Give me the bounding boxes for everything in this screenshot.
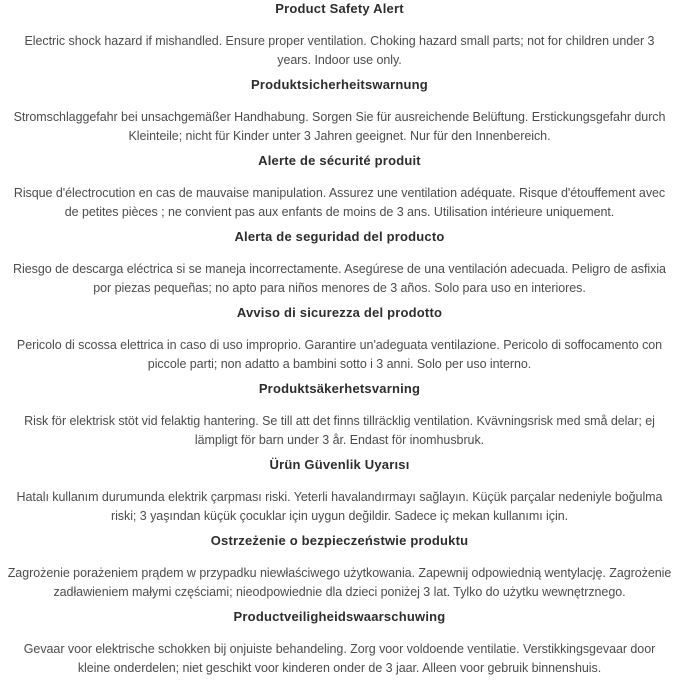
section-body-text: Stromschlaggefahr bei unsachgemäßer Handhabung. Sorgen Sie für ausreichende Belüftung. Erstickungsgefahr durch Kleinteile; nicht für Kinder unter 3 Jahren geeignet. Nur für den Innenbereich. — [13, 110, 666, 143]
section-heading: Produktsäkerhetsvarning — [258, 381, 421, 396]
section-heading: Produktsicherheitswarnung — [251, 77, 428, 92]
section-body-text: Risque d'électrocution en cas de mauvaise manipulation. Assurez une ventilation adéquate. Risque d'étouffement avec de petites pièces ; ne convient pas aux enfants de moins de 3 ans. Utilisation intérieure uniquement. — [13, 186, 666, 219]
section-heading: Productveiligheidswaarschuwing — [233, 609, 446, 624]
section-body-text: Zagrożenie porażeniem prądem w przypadku niewłaściwego użytkowania. Zapewnij odpowiednią wentylację. Zagrożenie zadławieniem małymi częściami; nieodpowiednie dla dzieci poniżej 3 lat. Tylko do użytku wewnętrznego. — [7, 566, 672, 599]
section-heading: Alerta de seguridad del producto — [234, 229, 445, 244]
language-section-sv — [6, 382, 673, 450]
section-heading: Avviso di sicurezza del prodotto — [236, 305, 443, 320]
section-body-text: Pericolo di scossa elettrica in caso di uso improprio. Garantire un'adeguata ventilazione. Pericolo di soffocamento con piccole parti; non adatto a bambini sotto i 3 anni. Solo per uso interno. — [16, 338, 663, 371]
language-section-fr — [6, 154, 673, 222]
language-section-tr — [6, 458, 673, 526]
language-section-it — [6, 306, 673, 374]
section-body-text: Electric shock hazard if mishandled. Ensure proper ventilation. Choking hazard small parts; not for children under 3 years. Indoor use only. — [24, 34, 655, 67]
language-section-nl — [6, 610, 673, 678]
language-section-en — [6, 2, 673, 70]
section-heading: Alerte de sécurité produit — [258, 153, 421, 168]
section-heading: Ostrzeżenie o bezpieczeństwie produktu — [210, 533, 469, 548]
language-section-es — [6, 230, 673, 298]
section-body-text: Hatalı kullanım durumunda elektrik çarpması riski. Yeterli havalandırmayı sağlayın. Küçük parçalar nedeniyle boğulma riski; 3 yaşından küçük çocuklar için uygun değildir. Sadece iç mekan kullanımı için. — [16, 490, 663, 523]
section-heading: Ürün Güvenlik Uyarısı — [269, 457, 410, 472]
section-body-text: Gevaar voor elektrische schokken bij onjuiste behandeling. Zorg voor voldoende ventilatie. Verstikkingsgevaar door kleine onderdelen; niet geschikt voor kinderen onder de 3 jaar. Alleen voor gebruik binnenshuis. — [23, 642, 656, 675]
section-body-text: Riesgo de descarga eléctrica si se maneja incorrectamente. Asegúrese de una ventilación adecuada. Peligro de asfixia por piezas pequeñas; no apto para niños menores de 3 años. Solo para uso en interiores. — [13, 262, 666, 295]
language-section-de — [6, 78, 673, 146]
section-heading: Product Safety Alert — [275, 1, 404, 16]
section-body-text: Risk för elektrisk stöt vid felaktig hantering. Se till att det finns tillräcklig ventilation. Kvävningsrisk med små delar; ej lämpligt för barn under 3 år. Endast för inomhusbruk. — [24, 414, 655, 447]
language-section-pl — [6, 534, 673, 602]
